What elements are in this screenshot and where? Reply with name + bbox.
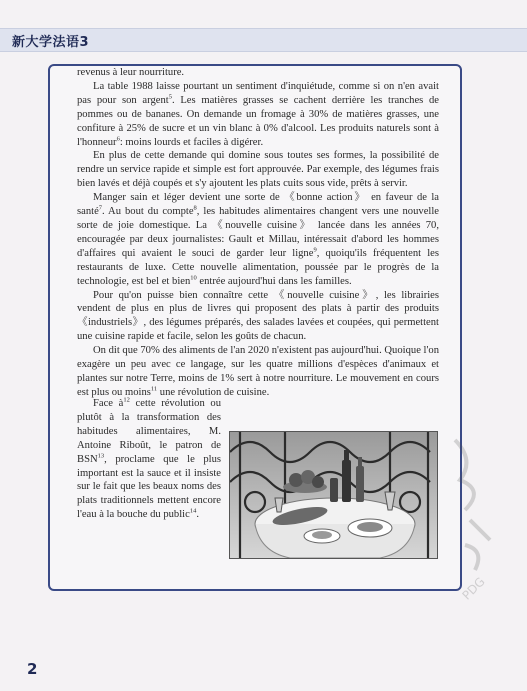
paragraph-1: revenus à leur nourriture.	[77, 67, 185, 78]
watermark	[445, 430, 505, 600]
footnote-ref: 6	[116, 135, 120, 142]
paragraph-4: Manger sain et léger devient une sorte de 《bonne action》 en faveur de la santé$^7$. Au bout du compte$^8$, les habitudes alimentaires changent vers une nouvelle sorte de joie domestique. La 《nouvelle cuisine》 lancée dans les années 70, encouragée par deux journalistes: Gault et Millau, intéressait d'abord les hommes d'affaires qui avaient le souci de garder leur ligne$^9$, quoiqu'ils fréquentent les restaurants de luxe. Cette nouvelle alimentation, poussée par le progrès de la technologie, est bel et bien$^{10}$ entrée aujourd'hui dans les familles.	[77, 192, 439, 287]
footnote-ref: 13	[97, 452, 105, 460]
footnote-ref: 5	[168, 93, 172, 101]
page-number: 2	[27, 660, 38, 678]
watermark-text: PDG	[459, 574, 488, 600]
footnote-ref: 14	[189, 507, 197, 515]
footnote-ref: 7	[98, 204, 103, 212]
footnote-ref: 12	[123, 396, 130, 404]
footnote-ref: 9	[313, 246, 317, 254]
footnote-ref: 11	[150, 385, 158, 393]
book-title: 新大学法语3	[12, 35, 90, 50]
footnote-ref: 10	[190, 274, 197, 282]
footnote-ref: 8	[193, 204, 197, 212]
float-text	[77, 397, 221, 522]
food-table-photo	[229, 431, 438, 559]
paragraph-3: En plus de cette demande qui domine sous toutes ses formes, la possibilité de rendre un service rapide et simple est fort approuvée. Par exemple, des légumes frais bien lavés et déjà coupés et s'y ajoutent les plats cuits sous vide, prêts à servir.	[77, 150, 439, 190]
main-text	[77, 66, 439, 400]
photo-illustration	[230, 432, 437, 558]
paragraph-5: Pour qu'on puisse bien connaître cette 《nouvelle cuisine》, les librairies vendent de plus en plus de livres qui proposent des plats à partir des produits 《industriels》, des légumes préparés, des salades lavées et coupées, qui permettent une cuisine rapide et facile, selon les goûts de chacun.	[77, 289, 439, 343]
watermark-mark	[445, 430, 505, 600]
paragraph-2: La table 1988 laisse pourtant un sentiment d'inquiétude, comme si on n'en avait pas pour son argent$^5$. Les matières grasses se cachent derrière les tranches de pommes ou de bananes. On demande un fromage à 30% de matières grasses, une confiture à 25% de sucre et un vin blanc à 0% d'alcool. Les produits naturels sont à l'honneur$^6$: moins lourds et faciles à digérer.	[77, 80, 440, 148]
paragraph-6: On dit que 70% des aliments de l'an 2020 n'existent pas aujourd'hui. Quoique l'on exagère un peu avec ce langage, sur les quatre millions d'espèces d'animaux et plantes sur notre Terre, moins de 1% sert à notre nourriture. Le mouvement en cours est plus ou moins$^{11}$ une révolution de cuisine.	[77, 345, 439, 398]
paragraph-7: Face $à^{12}$ cette révolution ou plutôt à la transformation des habitudes alimentaires, M. Antoine Riboût, le patron de BSN$^{13}$, proclame que le plus important est la sauce et il insiste sur le fait que les beaux noms des plats traditionnels mettent encore l'eau à la bouche du public$^{14}$.	[77, 396, 221, 521]
